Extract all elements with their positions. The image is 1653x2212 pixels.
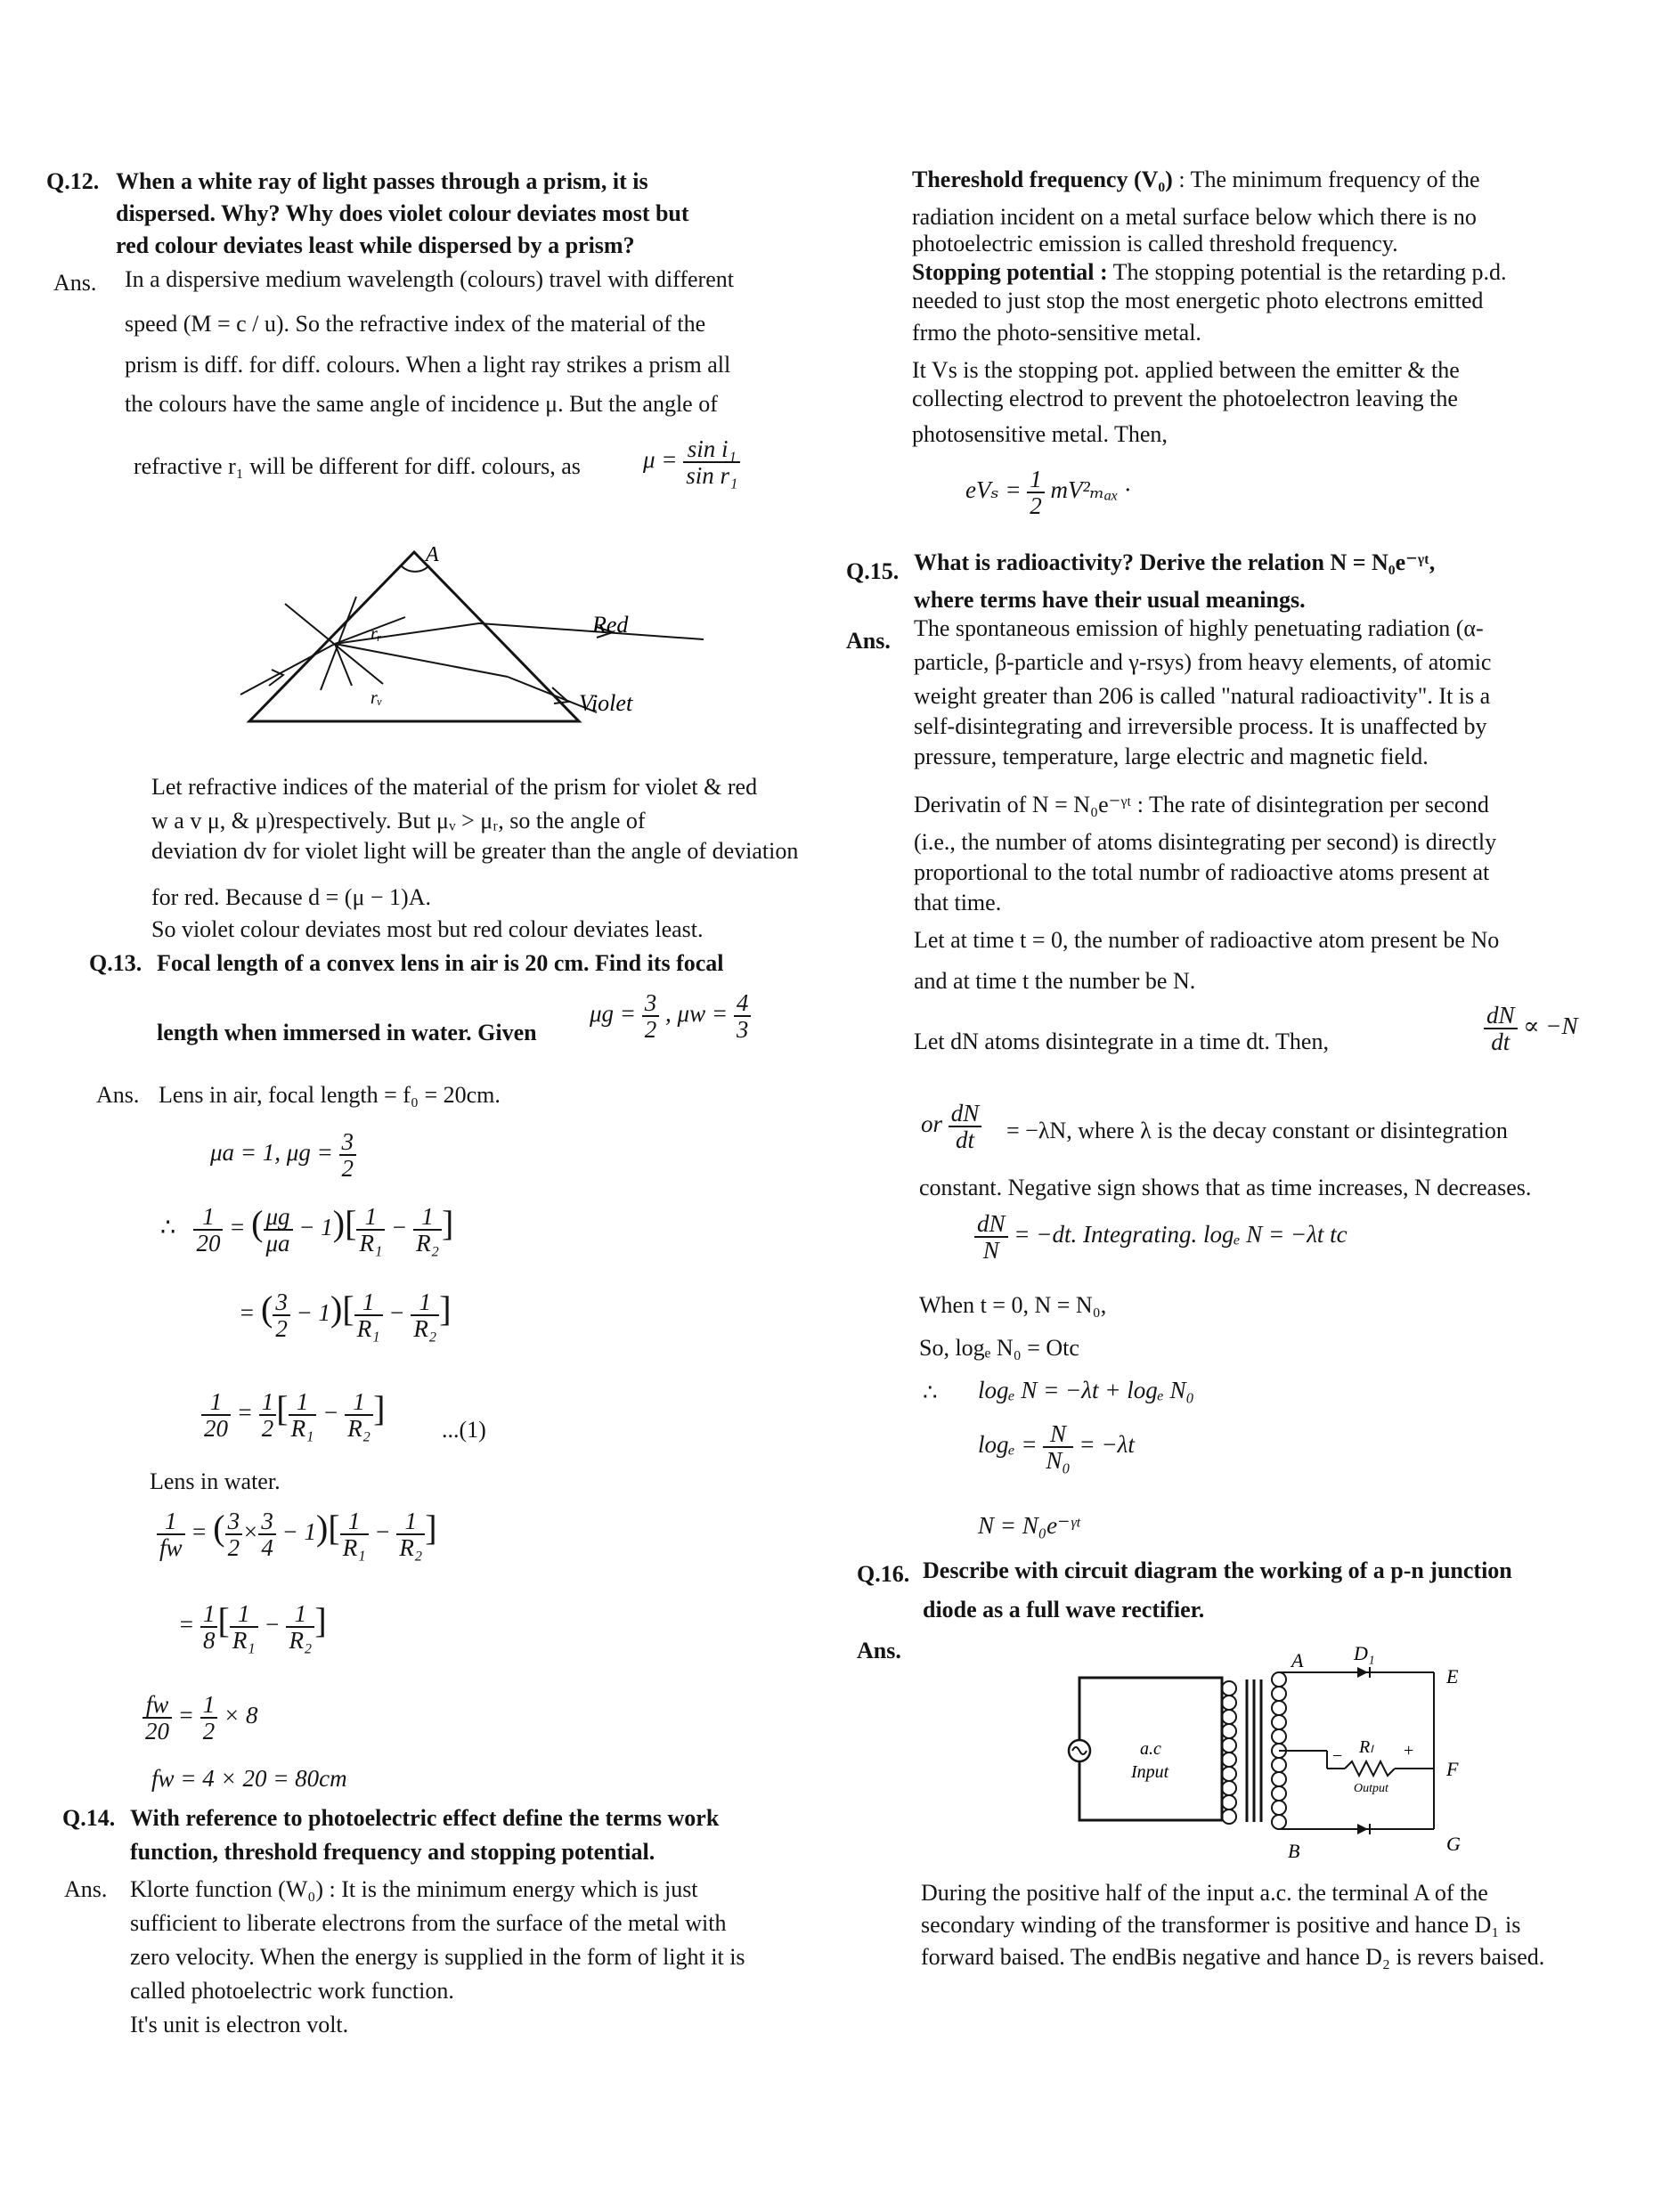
q12-question-line-2: dispersed. Why? Why does violet colour deviates most but (116, 200, 689, 226)
threshold-frequency-line-3: photoelectric emission is called threshold frequency. (912, 231, 1398, 256)
stopping-eq-lhs: eVₛ = (965, 476, 1022, 504)
q12-question-line-3: red colour deviates least while dispersed by a prism? (116, 232, 635, 258)
q14-answer-line-3: zero velocity. When the energy is supplied in the form of light it is (130, 1944, 745, 1970)
q13-eq3-r2-n: 1 (345, 1389, 373, 1416)
q15-log-ratio-lhs: logₑ = (978, 1431, 1038, 1459)
q13-eq6-lhs-d: 20 (145, 1718, 169, 1744)
q15-n-n0-frac (1043, 1421, 1072, 1473)
stopping-equation (965, 467, 1130, 518)
q13-eq3-r2 (345, 1389, 373, 1441)
q15-answer-line-3: weight greater than 206 is called "natural radioactivity". It is a (914, 683, 1491, 709)
q13-mug-val-frac (339, 1129, 357, 1181)
q13-eq6-half (200, 1692, 218, 1744)
q15-dn-rel: ∝ −N (1523, 1012, 1578, 1040)
q13-eq5-d: 8 (202, 1626, 216, 1654)
q13-eq4-f1 (225, 1509, 243, 1560)
q15-number: Q.15. (846, 558, 900, 584)
q13-eq5-r1-n: 1 (230, 1601, 258, 1628)
q15-question-line-1: What is radioactivity? Derive the relation N = N₀e⁻ᵞᵗ, (914, 549, 1436, 575)
q16-answer-line-1: During the positive half of the input a.c. the terminal A of the (921, 1880, 1488, 1906)
stopping-potential-line-4: It Vs is the stopping pot. applied between the emitter & the (912, 357, 1460, 383)
q15-dndt-frac-1 (1484, 1003, 1518, 1054)
q15-dn-proportional (1484, 1003, 1578, 1054)
q12-frac-den: sin r₁ (686, 462, 738, 489)
q13-question-line-2: length when immersed in water. Given (157, 1020, 537, 1045)
q13-eq3-r1 (289, 1389, 317, 1441)
q13-eq5-r1 (230, 1601, 258, 1653)
q15-int-text: = −dt. Integrating. logₑ N = −λt tc (1014, 1221, 1348, 1248)
q13-question-line-1: Focal length of a convex lens in air is 20 cm. Find its focal (157, 950, 724, 976)
q13-eq6-lhs (142, 1692, 172, 1744)
prism-red-label: Red (592, 612, 629, 638)
circuit-output-label: Output (1354, 1782, 1388, 1795)
q15-dnn-frac (974, 1211, 1008, 1263)
q15-answer-line-5: pressure, temperature, large electric and magnetic field. (914, 744, 1429, 769)
q13-eq5-eighth (200, 1601, 218, 1653)
stopping-potential-line-6: photosensitive metal. Then, (912, 421, 1168, 447)
q13-mug-label: μg = (590, 1000, 637, 1028)
q13-equation-1: ∴ $\frac{1}{20}$ = ( $\frac{\mu g}{\mu a}$ − 1)[ $\frac{1}{\text{R₁}}$ − $\frac{1}{\text{R₂}}$ ] (160, 1202, 454, 1256)
q16-answer-label: Ans. (857, 1638, 901, 1663)
q13-eq2-r2-n: 1 (411, 1289, 439, 1316)
q13-eq2-r2-d: R₂ (413, 1314, 437, 1342)
q15-or-equation (921, 1101, 981, 1152)
q13-equation-4: $\frac{1}{fw}$ = ( $\frac{3}{2}$ × $\frac{3}{4}$ − 1)[ $\frac{1}{\text{R₁}}$ − $\frac{1}{\text{R₂}}$ ] (157, 1507, 437, 1560)
q13-eq2-r1 (354, 1289, 383, 1341)
circuit-plus: + (1404, 1741, 1414, 1761)
q13-eq6-d: 2 (202, 1718, 216, 1744)
q13-eq3-half (259, 1389, 277, 1441)
q14-answer-line-5: It's unit is electron volt. (130, 2012, 349, 2037)
q13-eq4-lhs (157, 1509, 185, 1560)
q13-eq4-r2 (396, 1509, 425, 1560)
q15-log-ratio-rhs: = −λt (1079, 1431, 1135, 1459)
q16-number: Q.16. (857, 1561, 910, 1587)
q13-given-values (590, 990, 751, 1042)
q13-eq1-lhs-d: 20 (196, 1229, 221, 1256)
q13-eq3-r2-d: R₂ (347, 1414, 371, 1442)
q13-eq5-r2 (286, 1601, 314, 1653)
q13-eq4-f2-d: 4 (261, 1533, 273, 1561)
q15-dn-line: Let dN atoms disintegrate in a time dt. Then, (914, 1029, 1329, 1054)
q12-after-line-5: So violet colour deviates most but red colour deviates least. (151, 916, 704, 942)
q13-eq5-n: 1 (200, 1601, 218, 1628)
q15-integration (974, 1211, 1348, 1263)
q13-equation-5: = $\frac{1}{8}$ [ $\frac{1}{\text{R₁}}$ − $\frac{1}{\text{R₂}}$ ] (178, 1599, 327, 1654)
stopping-eq-half (1027, 467, 1045, 518)
q13-mug-val-d: 2 (341, 1155, 354, 1182)
stopping-potential-line-2: needed to just stop the most energetic photo electrons emitted (912, 288, 1484, 313)
q12-after-line-1: Let refractive indices of the material of the prism for violet & red (151, 774, 758, 800)
q13-eq6-n: 1 (200, 1692, 218, 1719)
q13-eq5-r1-d: R₁ (232, 1626, 256, 1654)
q15-derivation-line-1: Derivatin of N = N₀e⁻ᵞᵗ : The rate of disintegration per second (914, 792, 1489, 817)
q15-log-ratio (978, 1421, 1135, 1473)
q13-mug-n: 3 (642, 990, 660, 1017)
q13-mug-val-n: 3 (339, 1129, 357, 1156)
q13-eq4-lhs-d: fw (159, 1533, 183, 1561)
q13-eq2-frac (273, 1289, 290, 1341)
q12-number: Q.12. (46, 168, 100, 194)
q13-eq4-r2-d: R₂ (399, 1533, 423, 1561)
q13-eq4-f1-d: 2 (227, 1533, 240, 1561)
q15-answer-line-4: self-disintegrating and irreversible process. It is unaffected by (914, 713, 1487, 739)
q13-eq2-r2 (411, 1289, 439, 1341)
q16-answer-line-2: secondary winding of the transformer is positive and hance D₁ is (921, 1912, 1521, 1938)
q15-when-line: When t = 0, N = N₀, (919, 1292, 1107, 1318)
q13-eq2-n: 3 (273, 1289, 290, 1316)
q15-answer-label: Ans. (846, 628, 891, 654)
q15-derivation-line-2: (i.e., the number of atoms disintegrating per second) is directly (914, 829, 1497, 855)
q13-answer-label: Ans. (96, 1082, 140, 1108)
q13-mug-frac (642, 990, 660, 1042)
q13-eq3-lhs (201, 1389, 231, 1441)
q15-constant-line: constant. Negative sign shows that as time increases, N decreases. (919, 1175, 1532, 1200)
circuit-d1-label: D₁ (1354, 1642, 1375, 1664)
q16-question-line-2: diode as a full wave rectifier. (923, 1597, 1205, 1622)
q13-eq1-mu-d: μa (265, 1229, 290, 1256)
q13-equation-3: $\frac{1}{20}$ = $\frac{1}{2}$ [ $\frac{1}{\text{R₁}}$ − $\frac{1}{\text{R₂}}$ ] (201, 1387, 385, 1441)
circuit-rl-label: Rₗ (1359, 1737, 1373, 1757)
circuit-g-label: G (1446, 1833, 1461, 1855)
stopping-eq-n: 1 (1027, 467, 1045, 493)
q13-equation-2: = ( $\frac{3}{2}$ − 1)[ $\frac{1}{\text{R₁}}$ − $\frac{1}{\text{R₂}}$ ] (239, 1288, 452, 1342)
q16-question-line-1: Describe with circuit diagram the working of a p-n junction (923, 1557, 1512, 1583)
threshold-title: Thereshold frequency (V₀) (912, 167, 1173, 192)
q13-eq6-lhs-n: fw (142, 1692, 172, 1719)
q15-so-line: So, logₑ N₀ = Otc (919, 1335, 1079, 1361)
q15-answer-line-1: The spontaneous emission of highly penetuating radiation (α- (914, 615, 1484, 641)
q13-muw-label: , μw = (665, 1000, 729, 1028)
stopping-potential-line-5: collecting electrod to prevent the photoelectron leaving the (912, 386, 1458, 411)
stopping-eq-rhs: mV²ₘₐₓ · (1050, 476, 1131, 504)
q15-or-relation: = −λN, where λ is the decay constant or disintegration (1006, 1118, 1508, 1143)
q14-question-line-1: With reference to photoelectric effect define the terms work (130, 1805, 720, 1831)
prism-violet-label: Violet (579, 690, 633, 716)
q15-n-n0-n: N (1043, 1421, 1072, 1448)
q13-eq3-r1-d: R₁ (290, 1414, 314, 1442)
q13-muw-d: 3 (736, 1016, 749, 1043)
q12-after-line-4: for red. Because d = (μ − 1)A. (151, 884, 431, 910)
prism-rr-label: rᵣ (370, 624, 382, 644)
q13-eq1-r2-d: R₂ (416, 1229, 439, 1256)
q12-after-line-3: deviation dv for violet light will be greater than the angle of deviation (151, 838, 799, 864)
q12-answer-label: Ans. (53, 270, 97, 296)
q13-eq3-r1-n: 1 (289, 1389, 317, 1416)
q15-or-label: or (921, 1110, 943, 1138)
stopping-title: Stopping potential : (912, 259, 1108, 285)
q13-eq4-f2 (258, 1509, 276, 1560)
stopping-text-1: The stopping potential is the retarding p.d. (1112, 259, 1507, 285)
q13-eq4-f1-n: 3 (225, 1509, 243, 1535)
q15-derivation-line-5: Let at time t = 0, the number of radioactive atom present be No (914, 927, 1500, 953)
q15-answer-line-2: particle, β-particle and γ-rsys) from heavy elements, of atomic (914, 649, 1492, 675)
q12-mu-formula (643, 436, 740, 488)
q13-eq1-mu-frac (264, 1204, 293, 1256)
q13-therefore-1: ∴ (160, 1214, 176, 1240)
q15-derivation-line-3: proportional to the total numbr of radioactive atoms present at (914, 859, 1490, 885)
q13-eq4-r1-d: R₁ (342, 1533, 366, 1561)
circuit-a-label: A (1291, 1649, 1304, 1671)
q12-after-line-2: w a v μ, & μ)respectively. But μᵥ > μᵣ, so the angle of (151, 808, 646, 834)
q13-eq4-r1 (340, 1509, 369, 1560)
q12-mu-label: μ = (643, 446, 678, 474)
q12-answer-line-2: speed (M = c / u). So the refractive index of the material of the (125, 311, 706, 337)
q13-eq1-r1-d: R₁ (359, 1229, 383, 1256)
q15-dndt-frac-2 (949, 1101, 982, 1152)
q13-eq1-r2 (413, 1204, 442, 1256)
q13-equation-7: fw = 4 × 20 = 80cm (151, 1765, 347, 1792)
q12-answer-line-4: the colours have the same angle of incidence μ. But the angle of (125, 391, 718, 417)
q13-mug-d: 2 (644, 1016, 657, 1043)
stopping-eq-d: 2 (1030, 492, 1042, 519)
q12-frac-num: sin i₁ (683, 436, 740, 463)
q15-dndt-2-d: dt (956, 1126, 975, 1153)
stopping-potential-line-3: frmo the photo-sensitive metal. (912, 320, 1201, 346)
q15-derivation-line-4: that time. (914, 890, 1002, 915)
circuit-e-label: E (1446, 1665, 1459, 1687)
circuit-f-label: F (1446, 1758, 1459, 1780)
full-wave-rectifier-circuit (1051, 1635, 1478, 1866)
prism-rv-label: rᵥ (370, 688, 383, 708)
q13-eq3-tag: ...(1) (442, 1417, 486, 1443)
q13-mu-vals-text: μa = 1, μg = (210, 1139, 333, 1167)
q13-eq3-half-n: 1 (259, 1389, 277, 1416)
q15-derivation-line-6: and at time t the number be N. (914, 968, 1196, 994)
q13-eq1-lhs (193, 1204, 223, 1256)
q12-question-line-1: When a white ray of light passes through a prism, it is (116, 168, 648, 194)
threshold-frequency-line-2: radiation incident on a metal surface below which there is no (912, 204, 1477, 230)
q13-eq4-r2-n: 1 (396, 1509, 425, 1535)
circuit-input-label: Input (1131, 1762, 1169, 1782)
q13-muw-frac (734, 990, 752, 1042)
circuit-minus: − (1332, 1746, 1343, 1766)
q13-eq1-r2-n: 1 (413, 1204, 442, 1231)
q13-eq3-half-d: 2 (261, 1414, 274, 1442)
threshold-text-1: : The minimum frequency of the (1178, 167, 1480, 192)
q15-therefore: ∴ (923, 1379, 938, 1405)
q15-dndt-1-d: dt (1491, 1029, 1510, 1055)
q13-eq5-r2-d: R₂ (289, 1626, 313, 1654)
q15-dndt-1-n: dN (1484, 1003, 1518, 1029)
q14-number: Q.14. (62, 1805, 116, 1831)
q13-eq4-f2-n: 3 (258, 1509, 276, 1535)
q13-eq2-d: 2 (275, 1314, 288, 1342)
q13-muw-n: 4 (734, 990, 752, 1017)
circuit-ac-label: a.c (1140, 1739, 1161, 1759)
q16-answer-line-3: forward baised. The endBis negative and hance D₂ is revers baised. (921, 1944, 1545, 1970)
q14-answer-line-4: called photoelectric work function. (130, 1978, 454, 2004)
q13-eq2-r1-d: R₁ (356, 1314, 380, 1342)
q13-eq1-lhs-n: 1 (193, 1204, 223, 1231)
q13-equation-6: $\frac{fw}{20}$ = $\frac{1}{2}$ × 8 (142, 1692, 257, 1744)
prism-apex-label: A (426, 543, 439, 566)
q13-answer-line: Lens in air, focal length = f₀ = 20cm. (159, 1082, 501, 1108)
q14-question-line-2: function, threshold frequency and stopping potential. (130, 1839, 656, 1865)
q13-eq1-mu-n: μg (264, 1204, 293, 1231)
q13-number: Q.13. (89, 950, 142, 976)
circuit-b-label: B (1288, 1840, 1300, 1862)
q12-answer-line-3: prism is diff. for diff. colours. When a light ray strikes a prism all (125, 352, 731, 378)
q12-answer-line-1: In a dispersive medium wavelength (colours) travel with different (125, 266, 734, 292)
prism-dispersion-diagram (223, 534, 721, 730)
q14-answer-label: Ans. (64, 1876, 108, 1902)
q13-eq1-r1-n: 1 (356, 1204, 385, 1231)
q13-mu-values (210, 1129, 356, 1181)
threshold-frequency-line-1 (912, 164, 1480, 196)
q13-eq1-r1 (356, 1204, 385, 1256)
q12-sin-fraction (683, 436, 740, 488)
q15-dnn-d: N (982, 1237, 999, 1264)
q14-answer-line-1: Klorte function (W₀) : It is the minimum energy which is just (130, 1876, 698, 1902)
q13-eq3-lhs-d: 20 (204, 1414, 228, 1442)
q13-eq2-r1-n: 1 (354, 1289, 383, 1316)
q13-eq4-lhs-n: 1 (157, 1509, 185, 1535)
q12-refractive-line: refractive r₁ will be different for diff. colours, as (134, 453, 581, 479)
q15-log-equation: logₑ N = −λt + logₑ N₀ (978, 1377, 1194, 1403)
q15-n-n0-d: N₀ (1046, 1447, 1071, 1474)
q13-eq4-r1-n: 1 (340, 1509, 369, 1535)
q13-eq3-lhs-n: 1 (201, 1389, 231, 1416)
q15-dnn-n: dN (974, 1211, 1008, 1238)
stopping-potential-line-1 (912, 256, 1507, 289)
q13-eq5-r2-n: 1 (286, 1601, 314, 1628)
q14-answer-line-2: sufficient to liberate electrons from the surface of the metal with (130, 1910, 727, 1936)
q15-final-relation: N = N₀e⁻ᵞᵗ (978, 1512, 1080, 1539)
q13-water-label: Lens in water. (150, 1468, 281, 1494)
q15-dndt-2-n: dN (949, 1101, 982, 1127)
q15-question-line-2: where terms have their usual meanings. (914, 587, 1306, 613)
